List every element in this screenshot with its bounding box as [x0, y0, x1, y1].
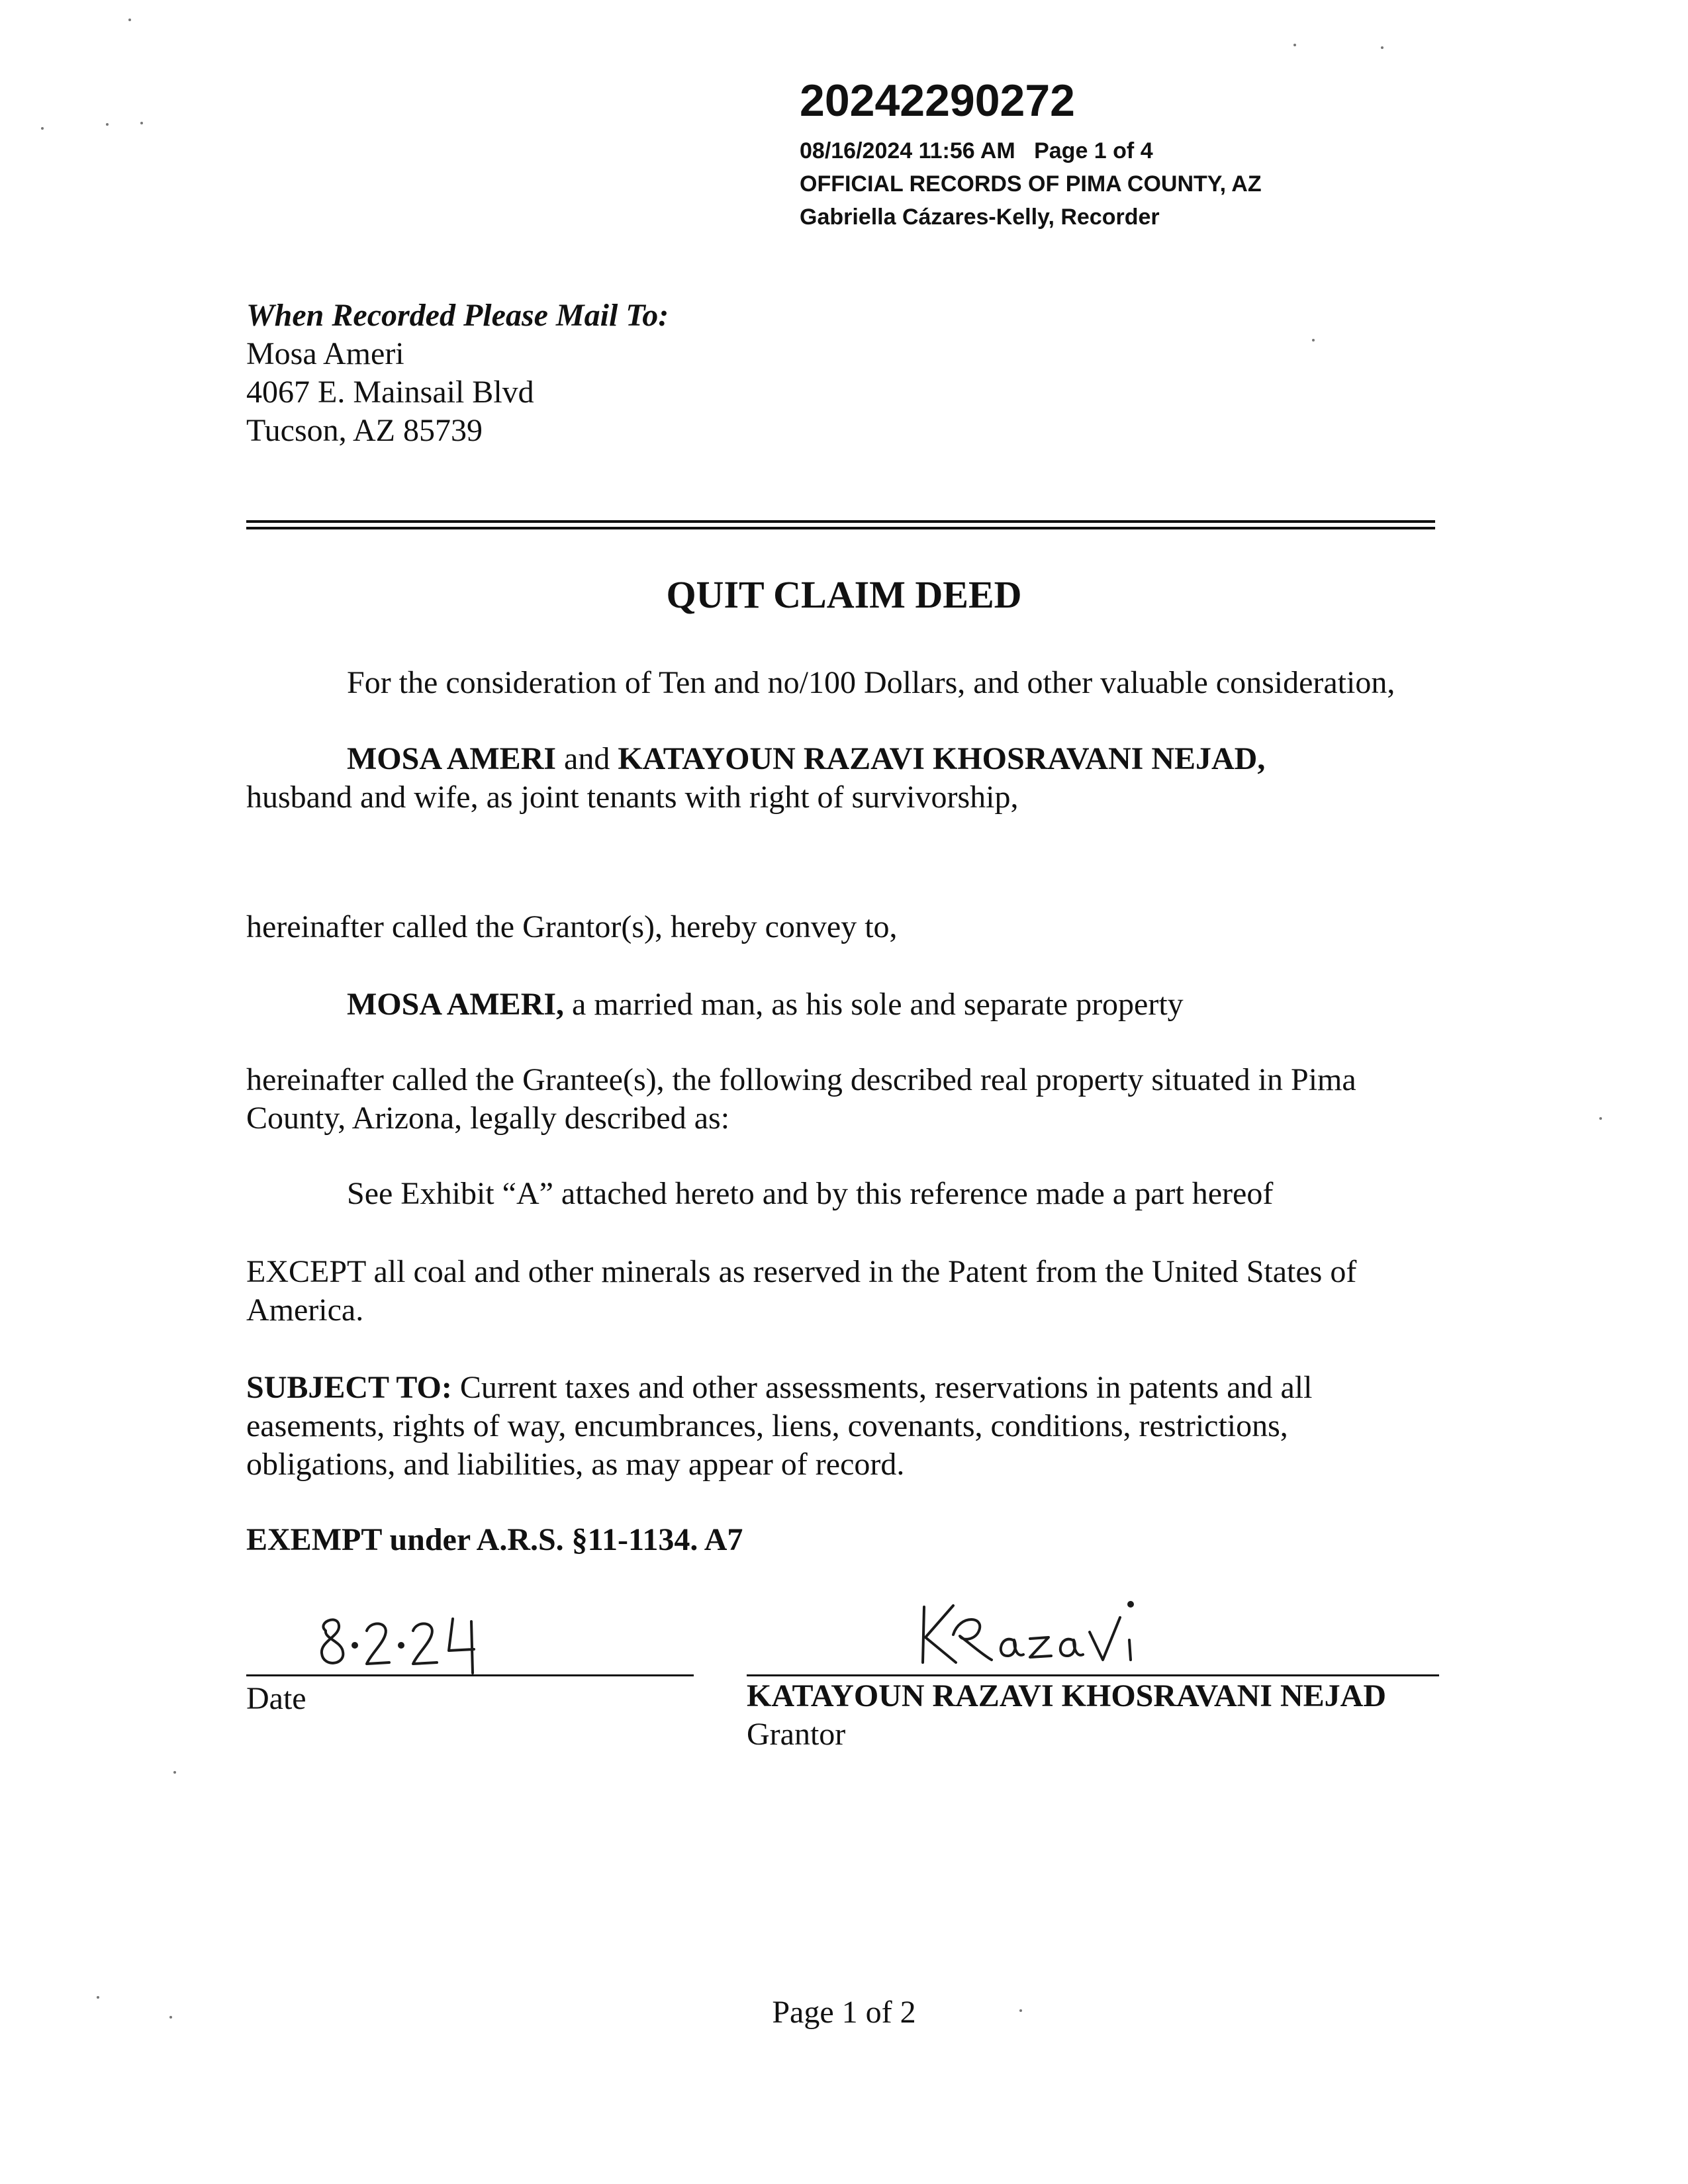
grantee-called-paragraph: hereinafter called the Grantee(s), the following described real property situated in Pima County, Arizona, legally described as: [246, 1062, 1356, 1136]
recording-office: OFFICIAL RECORDS OF PIMA COUNTY, AZ [800, 171, 1262, 197]
scan-speck [140, 122, 143, 124]
recording-number: 20242290272 [800, 75, 1076, 126]
mail-to-name: Mosa Ameri [246, 336, 404, 371]
scan-speck [1312, 339, 1315, 341]
scan-speck [106, 123, 109, 126]
grantee-description: a married man, as his sole and separate property [564, 987, 1184, 1022]
signer-role: Grantor [747, 1717, 846, 1752]
scan-speck [1381, 46, 1383, 49]
scan-speck [1019, 2009, 1022, 2012]
exempt-statement: EXEMPT under A.R.S. §11-1134. A7 [246, 1522, 743, 1557]
document-title: QUIT CLAIM DEED [666, 573, 1022, 616]
subject-to-label: SUBJECT TO: [246, 1370, 452, 1405]
date-line [246, 1674, 694, 1676]
grantor-name-2: KATAYOUN RAZAVI KHOSRAVANI NEJAD, [618, 741, 1266, 776]
scan-speck [1599, 1117, 1602, 1120]
grantor-name-1: MOSA AMERI [347, 741, 557, 776]
recording-recorder: Gabriella Cázares-Kelly, Recorder [800, 205, 1160, 230]
handwritten-date [311, 1604, 510, 1677]
grantee-name: MOSA AMERI, [347, 987, 565, 1022]
scan-speck [97, 1996, 99, 1999]
divider-top [246, 520, 1435, 523]
consideration-paragraph: For the consideration of Ten and no/100 Dollars, and other valuable consideration, [347, 665, 1395, 700]
signer-name: KATAYOUN RAZAVI KHOSRAVANI NEJAD [747, 1678, 1386, 1713]
divider-bottom [246, 527, 1435, 529]
date-label: Date [246, 1681, 306, 1716]
grantor-called-paragraph: hereinafter called the Grantor(s), hereby convey to, [246, 909, 898, 944]
subject-to-paragraph [246, 1369, 1411, 1484]
mail-to-city: Tucson, AZ 85739 [246, 413, 483, 448]
grantee-paragraph [246, 985, 1438, 1024]
exhibit-paragraph: See Exhibit “A” attached hereto and by this reference made a part hereof [347, 1176, 1274, 1211]
scan-speck [173, 1771, 176, 1774]
mail-to-heading: When Recorded Please Mail To: [246, 298, 669, 333]
except-paragraph: EXCEPT all coal and other minerals as reserved in the Patent from the United States of America. [246, 1254, 1357, 1328]
scan-speck [169, 2016, 172, 2019]
scan-speck [128, 19, 131, 21]
grantor-signature [914, 1594, 1192, 1673]
grantor-description: husband and wife, as joint tenants with right of survivorship, [246, 780, 1019, 815]
scan-speck [1293, 44, 1296, 46]
grantors-paragraph [246, 740, 1438, 817]
scan-speck [41, 127, 44, 130]
mail-to-street: 4067 E. Mainsail Blvd [246, 375, 534, 410]
page-footer: Page 1 of 2 [772, 1995, 916, 2030]
grantor-and: and [556, 741, 618, 776]
subject-to-text: Current taxes and other assessments, reservations in patents and all easements, rights of way, encumbrances, liens, covenants, conditions, restrictions, obligations, and liabilities, as may appear of record. [246, 1370, 1321, 1482]
mail-to-block [246, 296, 669, 450]
signature-line [747, 1674, 1439, 1676]
recording-datetime-page: 08/16/2024 11:56 AM Page 1 of 4 [800, 138, 1153, 163]
